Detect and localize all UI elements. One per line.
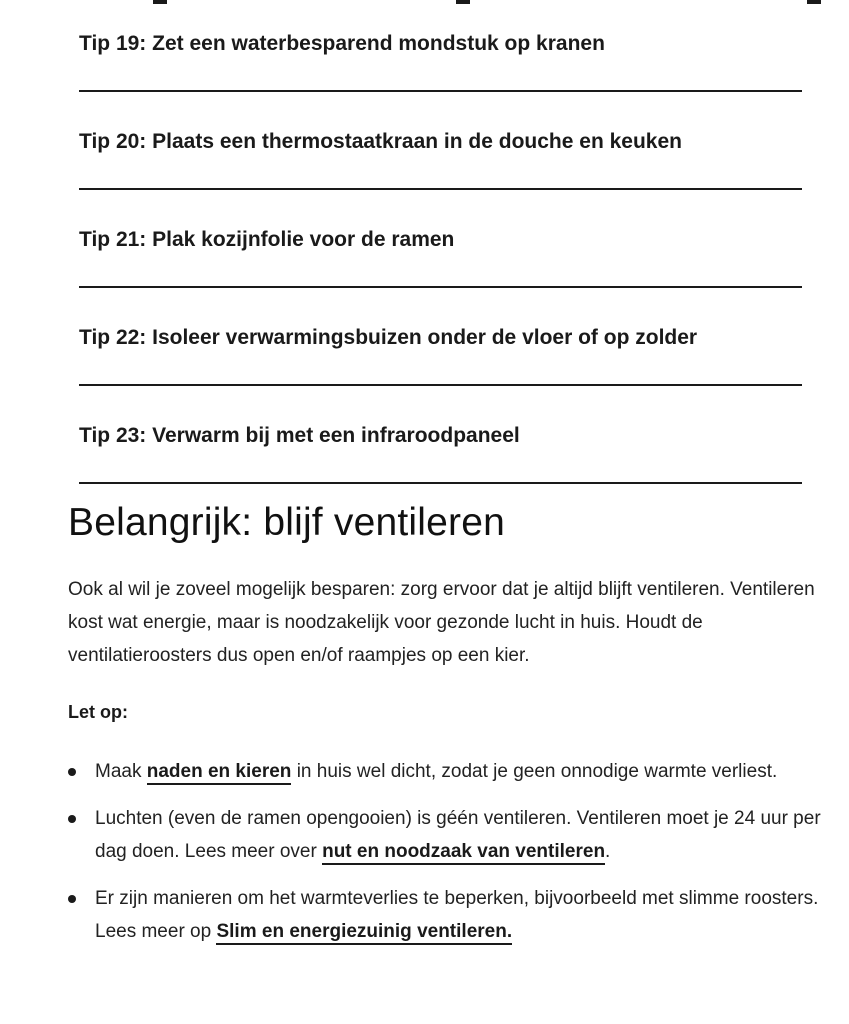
list-item <box>68 802 838 868</box>
link-naden-en-kieren[interactable]: naden en kieren <box>147 761 292 785</box>
accordion-item-tip-22[interactable] <box>79 288 802 386</box>
accordion-item-title[interactable]: Tip 22: Isoleer verwarmingsbuizen onder de vloer of op zolder <box>79 326 698 349</box>
accordion-item-title[interactable]: Tip 23: Verwarm bij met een infraroodpaneel <box>79 424 520 447</box>
bullet-icon <box>68 768 76 776</box>
accordion-item-title[interactable]: Tip 19: Zet een waterbesparend mondstuk op kranen <box>79 32 605 55</box>
list-item-text: . <box>605 841 611 862</box>
list-item-text: Maak <box>95 761 147 782</box>
note-list <box>68 755 838 948</box>
list-item-text: Luchten (even de ramen opengooien) is géén ventileren. Ventileren moet je 24 uur per dag doen. Lees meer over <box>95 808 821 862</box>
bullet-icon <box>68 895 76 903</box>
accordion-item-title[interactable]: Tip 21: Plak kozijnfolie voor de ramen <box>79 228 455 251</box>
list-item-text: in huis wel dicht, zodat je geen onnodige warmte verliest. <box>291 761 778 782</box>
ventilation-section <box>68 495 838 962</box>
accordion-item-tip-20[interactable] <box>79 92 802 190</box>
intro-paragraph: Ook al wil je zoveel mogelijk besparen: zorg ervoor dat je altijd blijft ventileren. Ventileren kost wat energie, maar is noodzakelijk voor gezonde lucht in huis. Houdt de ventilatieroosters dus open en/of raampjes op een kier. <box>68 579 815 666</box>
cropped-element-fragment <box>807 0 821 4</box>
link-slim-en-energiezuinig-ventileren[interactable]: Slim en energiezuinig ventileren. <box>216 921 512 945</box>
list-item <box>68 882 838 948</box>
list-item <box>68 755 838 788</box>
bullet-icon <box>68 815 76 823</box>
note-label: Let op: <box>68 702 128 722</box>
link-nut-en-noodzaak-van-ventileren[interactable]: nut en noodzaak van ventileren <box>322 841 605 865</box>
section-heading: Belangrijk: blijf ventileren <box>68 501 505 544</box>
accordion-item-title[interactable]: Tip 20: Plaats een thermostaatkraan in de douche en keuken <box>79 130 682 153</box>
accordion-item-tip-21[interactable] <box>79 190 802 288</box>
accordion-item-tip-23[interactable] <box>79 386 802 484</box>
tips-accordion <box>79 0 802 484</box>
accordion-item-tip-19[interactable] <box>79 0 802 92</box>
list-item-text: Er zijn manieren om het warmteverlies te beperken, bijvoorbeeld met slimme roosters. Lees meer op <box>95 888 819 942</box>
